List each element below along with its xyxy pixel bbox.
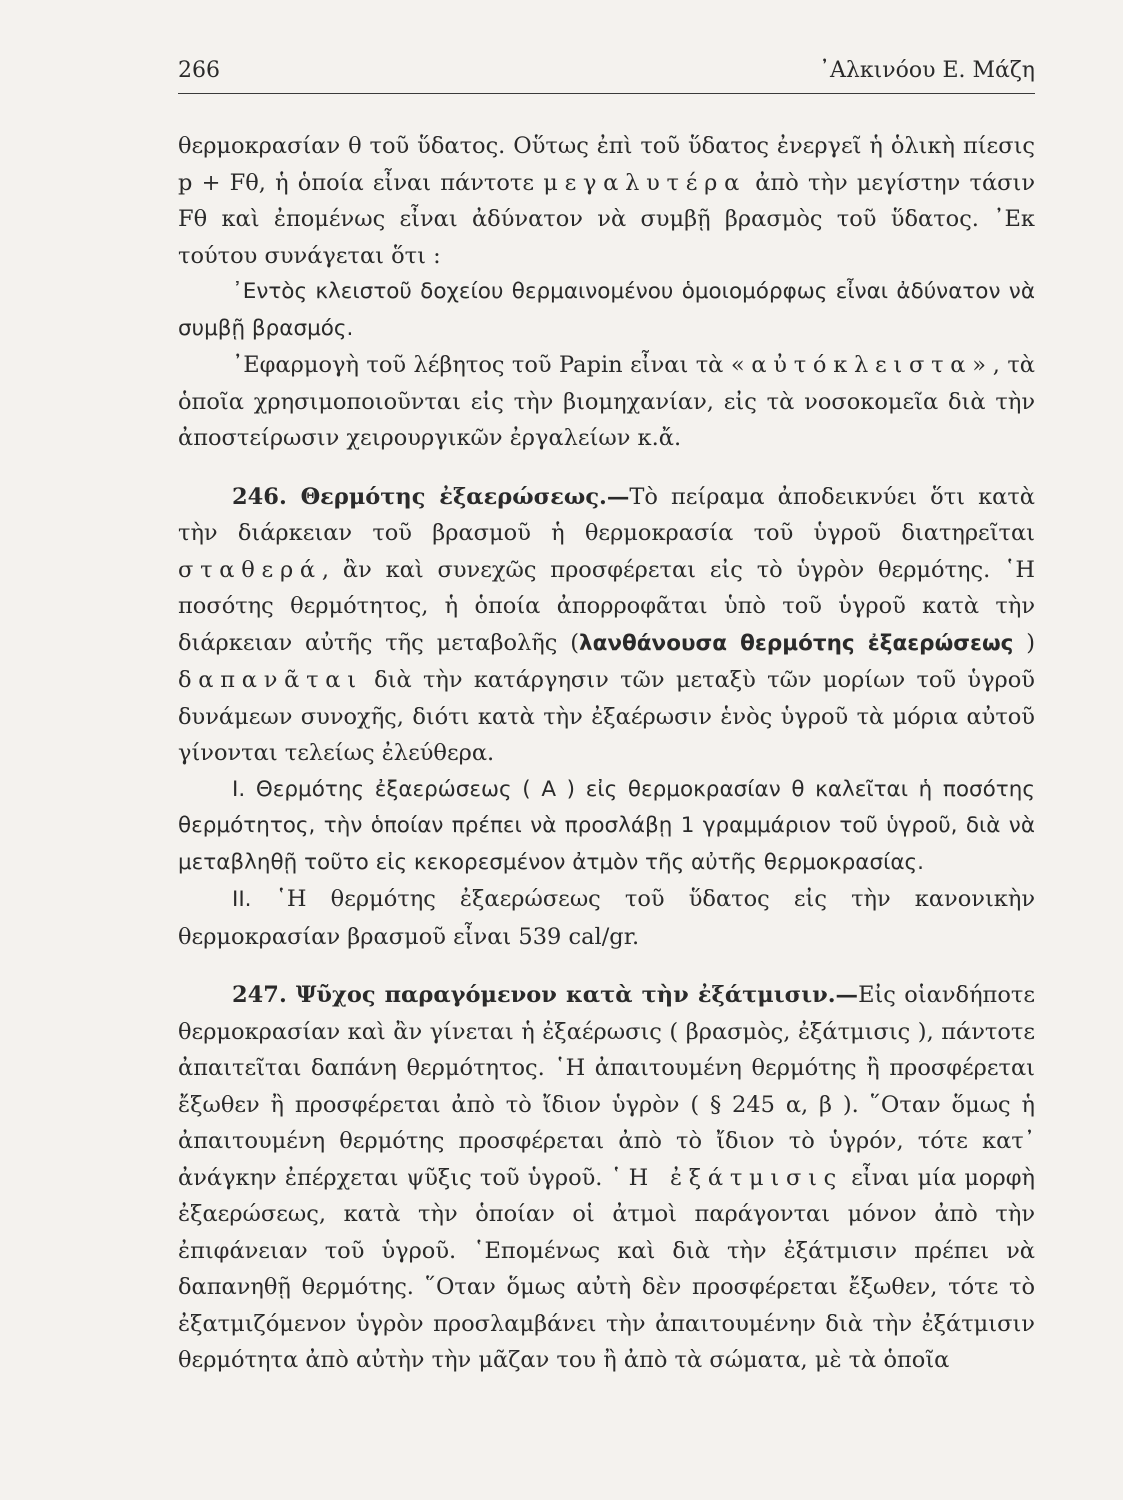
section-247-heading: 247. Ψῦχος παραγόμενον κατὰ τὴν ἐξάτμισιν.— bbox=[232, 982, 859, 1008]
body-text bbox=[178, 128, 1035, 1379]
definition-item-2: II. ῾Η θερμότης ἐξαερώσεως τοῦ ὕδατος εἰς τὴν κανονικὴν θερμοκρασίαν βρασμοῦ εἶναι 539 cal/gr. bbox=[178, 886, 1035, 950]
spaced-word: δαπανᾶται bbox=[178, 667, 363, 693]
spaced-word: ῾Η ἐξάτμισις bbox=[610, 1164, 844, 1191]
spaced-word: σταθερά bbox=[178, 556, 322, 583]
running-head-author: ᾿Αλκινόου Ε. Μάζη bbox=[819, 58, 1035, 83]
running-head bbox=[178, 58, 1035, 94]
item-2-label: II. bbox=[232, 887, 252, 912]
bold-term: λανθάνουσα θερμότης ἐξαερώσεως bbox=[578, 630, 1014, 656]
paragraph-boiling-pressure: θερμοκρασίαν θ τοῦ ὕδατος. Οὕτως ἐπὶ τοῦ ὕδατος ἐνεργεῖ ἡ ὁλικὴ πίεσις p + Fθ, ἡ ὁποία εἶναι πάντοτε μεγαλυτέρα ἀπὸ τὴν μεγίστην τάσιν Fθ καὶ ἐπομένως εἶναι ἀδύνατον νὰ συμβῇ βρασμὸς τοῦ ὕδατος. ᾿Εκ τούτου συνάγεται ὅτι : bbox=[178, 133, 1036, 269]
section-247: 247. Ψῦχος παραγόμενον κατὰ τὴν ἐξάτμισιν.—Εἰς οἱανδήποτε θερμοκρασίαν καὶ ἂν γίνεται ἡ ἐξαέρωσις ( βρασμὸς, ἐξάτμισις ), πάντοτε ἀπαιτεῖται δαπάνη θερμότητος. ῾Η ἀπαιτουμένη θερμότης ἢ προσφέρεται ἔξωθεν ἢ προσφέρεται ἀπὸ τὸ ἴδιον ὑγρὸν ( § 245 α, β ). ῞Οταν ὅμως ἡ ἀπαιτουμένη θερμότης προσφέρεται ἀπὸ τὸ ἴδιον τὸ ὑγρόν, τότε κατ᾿ ἀνάγκην ἐπέρχεται ψῦξις τοῦ ὑγροῦ. ῾Η ἐξάτμισις εἶναι μία μορφὴ ἐξαερώσεως, κατὰ τὴν ὁποίαν οἱ ἀτμοὶ παράγονται μόνον ἀπὸ τὴν ἐπιφάνειαν τοῦ ὑγροῦ. ῾Επομένως καὶ διὰ τὴν ἐξάτμισιν πρέπει νὰ δαπανηθῇ θερμότης. ῞Οταν ὅμως αὐτὴ δὲν προσφέρεται ἔξωθεν, τότε τὸ ἐξατμιζόμενον ὑγρὸν προσλαμβάνει τὴν ἀπαιτουμένην διὰ τὴν ἐξάτμισιν θερμότητα ἀπὸ αὐτὴν τὴν μᾶζαν του ἢ ἀπὸ τὰ σώματα, μὲ τὰ ὁποῖα bbox=[178, 982, 1036, 1373]
section-246-heading: 246. Θερμότης ἐξαερώσεως.— bbox=[232, 483, 630, 510]
paragraph-papin: ᾿Εφαρμογὴ τοῦ λέβητος τοῦ Papin εἶναι τὰ «αὐτόκλειστα», τὰ ὁποῖα χρησιμοποιοῦνται εἰς τὴν βιομηχανίαν, εἰς τὰ νοσοκομεῖα διὰ τὴν ἀποστείρωσιν χειρουργικῶν ἐργαλείων κ.ἄ. bbox=[178, 352, 1035, 451]
page-number: 266 bbox=[178, 58, 220, 83]
section-246: 246. Θερμότης ἐξαερώσεως.—Τὸ πείραμα ἀποδεικνύει ὅτι κατὰ τὴν διάρκειαν τοῦ βρασμοῦ ἡ θερμοκρασία τοῦ ὑγροῦ διατηρεῖται σταθερά, ἂν καὶ συνεχῶς προσφέρεται εἰς τὸ ὑγρὸν θερμότης. ῾Η ποσότης θερμότητος, ἡ ὁποία ἀπορροφᾶται ὑπὸ τοῦ ὑγροῦ κατὰ τὴν διάρκειαν αὐτῆς τῆς μεταβολῆς (λανθάνουσα θερμότης ἐξαερώσεως ) δαπανᾶται διὰ τὴν κατάργησιν τῶν μεταξὺ τῶν μορίων τοῦ ὑγροῦ δυνάμεων συνοχῆς, διότι κατὰ τὴν ἐξαέρωσιν ἑνὸς ὑγροῦ τὰ μόρια αὐτοῦ γίνονται τελείως ἐλεύθερα. bbox=[178, 483, 1035, 766]
rule-statement: ᾿Εντὸς κλειστοῦ δοχείου θερμαινομένου ὁμοιομόρφως εἶναι ἀδύνατον νὰ συμβῇ βρασμός. bbox=[178, 279, 1035, 341]
item-1-label: I. bbox=[232, 776, 246, 802]
definition-item-1: I. Θερμότης ἐξαερώσεως ( Α ) εἰς θερμοκρασίαν θ καλεῖται ἡ ποσότης θερμότητος, τὴν ὁποίαν πρέπει νὰ προσλάβῃ 1 γραμμάριον τοῦ ὑγροῦ, διὰ νὰ μεταβληθῇ τοῦτο εἰς κεκορεσμένον ἀτμὸν τῆς αὐτῆς θερμοκρασίας. bbox=[178, 776, 1035, 875]
spaced-word: «αὐτόκλειστα» bbox=[730, 352, 993, 378]
spaced-word: μεγαλυτέρα bbox=[543, 169, 747, 196]
